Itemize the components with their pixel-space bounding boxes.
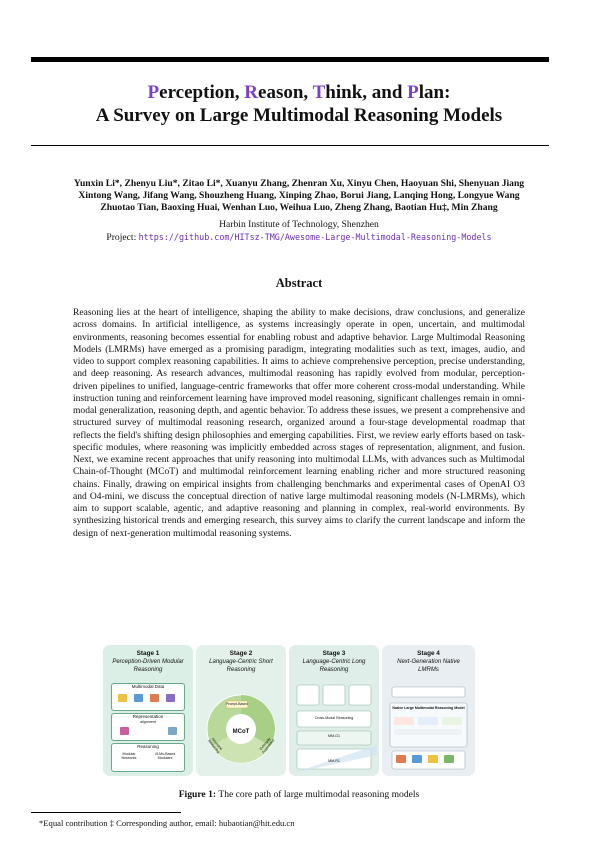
figure-roadmap bbox=[103, 645, 475, 776]
stage-4-subtitle: Next-Generation Native LMRMs bbox=[397, 659, 460, 673]
world-box bbox=[392, 687, 465, 697]
audio-icon bbox=[150, 694, 159, 702]
stage-2-subtitle: Language-Centric Short Reasoning bbox=[209, 659, 273, 673]
embedding-icon bbox=[168, 727, 177, 735]
diagram-card-2 bbox=[323, 685, 345, 705]
native-model-label: Native Large Multimodal Reasoning Model bbox=[392, 706, 465, 710]
stage-3-panel bbox=[289, 645, 379, 776]
stage-3-subtitle: Language-Centric Long Reasoning bbox=[302, 659, 366, 673]
image-icon bbox=[134, 694, 143, 702]
diagram-card-1 bbox=[297, 685, 319, 705]
representation-box bbox=[111, 713, 185, 741]
env-icon-1 bbox=[396, 755, 406, 763]
title-word-plan: lan: bbox=[418, 82, 451, 103]
project-url-link[interactable]: https://github.com/HITsz-TMG/Awesome-Large-Multimodal-Reasoning-Models bbox=[138, 232, 492, 242]
footnote: *Equal contribution ‡ Corresponding author, email: hubaotian@hit.edu.cn bbox=[39, 818, 295, 828]
author-list bbox=[40, 178, 558, 215]
title-cap-r: R bbox=[244, 82, 259, 103]
stage-1-subtitle: Perception-Driven Modular Reasoning bbox=[112, 659, 184, 673]
diagram-card-3 bbox=[349, 685, 371, 705]
text-icon bbox=[118, 694, 127, 702]
cross-modal-label: Cross-Modal Reasoning bbox=[314, 716, 354, 720]
stage-1-panel bbox=[103, 645, 193, 776]
representation-label: Representation bbox=[132, 714, 164, 719]
env-icon-4 bbox=[444, 755, 454, 763]
paper-title-line2: A Survey on Large Multimodal Reasoning Models bbox=[95, 105, 503, 126]
module-bar bbox=[394, 729, 462, 735]
module-1 bbox=[394, 717, 414, 725]
title-word-reason: eason, bbox=[258, 82, 313, 103]
figure-caption bbox=[0, 789, 598, 800]
mcot-wheel bbox=[196, 645, 286, 776]
multimodal-data-label: Multimodal Data bbox=[131, 684, 165, 689]
native-model-diagram bbox=[382, 645, 475, 776]
stage-2-panel bbox=[196, 645, 286, 776]
module-2 bbox=[418, 717, 438, 725]
top-rule bbox=[31, 57, 549, 62]
author-line-1: Yunxin Li*, Zhenyu Liu*, Zitao Li*, Xuanyu Zhang, Zhenran Xu, Xinyu Chen, Haoyuan Shi, Shenyuan Jiang bbox=[73, 178, 525, 189]
mm-o1-label: MM-O1 bbox=[328, 734, 340, 738]
author-line-3: Zhuotao Tian, Baoxing Huai, Wenhan Luo, Weihua Luo, Zheng Zhang, Baotian Hu‡, Min Zhang bbox=[100, 202, 498, 214]
module-3 bbox=[442, 717, 462, 725]
modular-networks-label: Modular Networks bbox=[121, 752, 137, 761]
title-cap-t: T bbox=[312, 82, 326, 103]
title-cap-p2: P bbox=[407, 82, 419, 103]
stage-4-title: Stage 4 bbox=[417, 650, 440, 657]
vlms-based-label: VLMs-Based Modulars bbox=[154, 752, 176, 761]
reasoning-box bbox=[111, 743, 185, 772]
video-icon bbox=[166, 694, 175, 702]
reasoning-label: Reasoning bbox=[137, 744, 159, 749]
externally-augmented-label: Externally Augmented bbox=[258, 736, 276, 755]
mcot-label: MCoT bbox=[232, 729, 250, 735]
title-cap-p: P bbox=[147, 82, 160, 103]
structural-label: Structural Reasoning bbox=[206, 737, 224, 755]
bottom-rule bbox=[31, 145, 549, 146]
long-reasoning-diagram bbox=[289, 645, 379, 776]
alignment-label: alignment bbox=[140, 720, 156, 724]
footnote-rule bbox=[31, 812, 181, 813]
mm-r1-label: MM-R1 bbox=[328, 759, 340, 763]
abstract-body: Reasoning lies at the heart of intelligence, shaping the ability to make decisions, draw conclusions, and generalize across domains. In artificial intelligence, as systems increasingly operate in open, uncertain, and multimodal environments, reasoning becomes essential for enabling robust and adaptive behavior. Large Multimodal Reasoning Models (LMRMs) have emerged as a promising paradigm, integrating modalities such as text, images, audio, and video to support complex reasoning capabilities. It aims to achieve comprehensive perception, precise understanding, and deep reasoning. As research advances, multimodal reasoning has rapidly evolved from modular, perception-driven pipelines to unified, language-centric frameworks that offer more coherent cross-modal understanding. While instruction tuning and reinforcement learning have improved model reasoning, significant challenges remain in omni-modal generalization, reasoning depth, and agentic behavior. To address these issues, we present a comprehensive and structured survey of multimodal reasoning research, organized around a four-stage developmental roadmap that reflects the field's shifting design philosophies and emerging capabilities. First, we review early efforts based on task-specific modules, where reasoning was implicitly embedded across stages of representation, alignment, and fusion. Next, we examine recent approaches that unify reasoning into multimodal LLMs, with advances such as Multimodal Chain-of-Thought (MCoT) and multimodal reinforcement learning enabling richer and more structured reasoning chains. Finally, drawing on empirical insights from challenging benchmarks and experimental cases of OpenAI O3 and O4-mini, we discuss the conceptual direction of native large multimodal reasoning models (N-LMRMs), which aim to support scalable, agentic, and adaptive reasoning and planning in complex, real-world environments. By synthesizing historical trends and emerging research, this survey aims to clarify the current landscape and inform the design of next-generation multimodal reasoning systems. bbox=[73, 307, 525, 539]
prompt-based-label: Prompt-Based bbox=[226, 702, 248, 706]
title-word-think: hink, and bbox=[325, 82, 408, 103]
figure-caption-text: The core path of large multimodal reasoning models bbox=[218, 789, 420, 800]
author-line-2: Xintong Wang, Jifang Wang, Shouzheng Huang, Xinping Zhao, Borui Jiang, Lanqing Hong, Longyue Wang bbox=[78, 190, 520, 202]
title-word-perception: erception, bbox=[159, 82, 245, 103]
stage-4-panel bbox=[382, 645, 475, 776]
affiliation: Harbin Institute of Technology, Shenzhen bbox=[219, 219, 379, 230]
fusion-icon bbox=[120, 727, 129, 735]
env-icon-3 bbox=[428, 755, 438, 763]
stage-2-title: Stage 2 bbox=[229, 650, 253, 657]
env-icon-2 bbox=[412, 755, 422, 763]
multimodal-data-box bbox=[111, 683, 185, 711]
figure-caption-label: Figure 1: bbox=[178, 789, 217, 800]
stage-1-title: Stage 1 bbox=[136, 650, 160, 657]
paper-title-line1 bbox=[0, 81, 598, 105]
project-line bbox=[0, 232, 598, 243]
abstract-heading: Abstract bbox=[275, 276, 323, 290]
stage-3-title: Stage 3 bbox=[322, 650, 346, 657]
project-label: Project: bbox=[106, 232, 137, 243]
